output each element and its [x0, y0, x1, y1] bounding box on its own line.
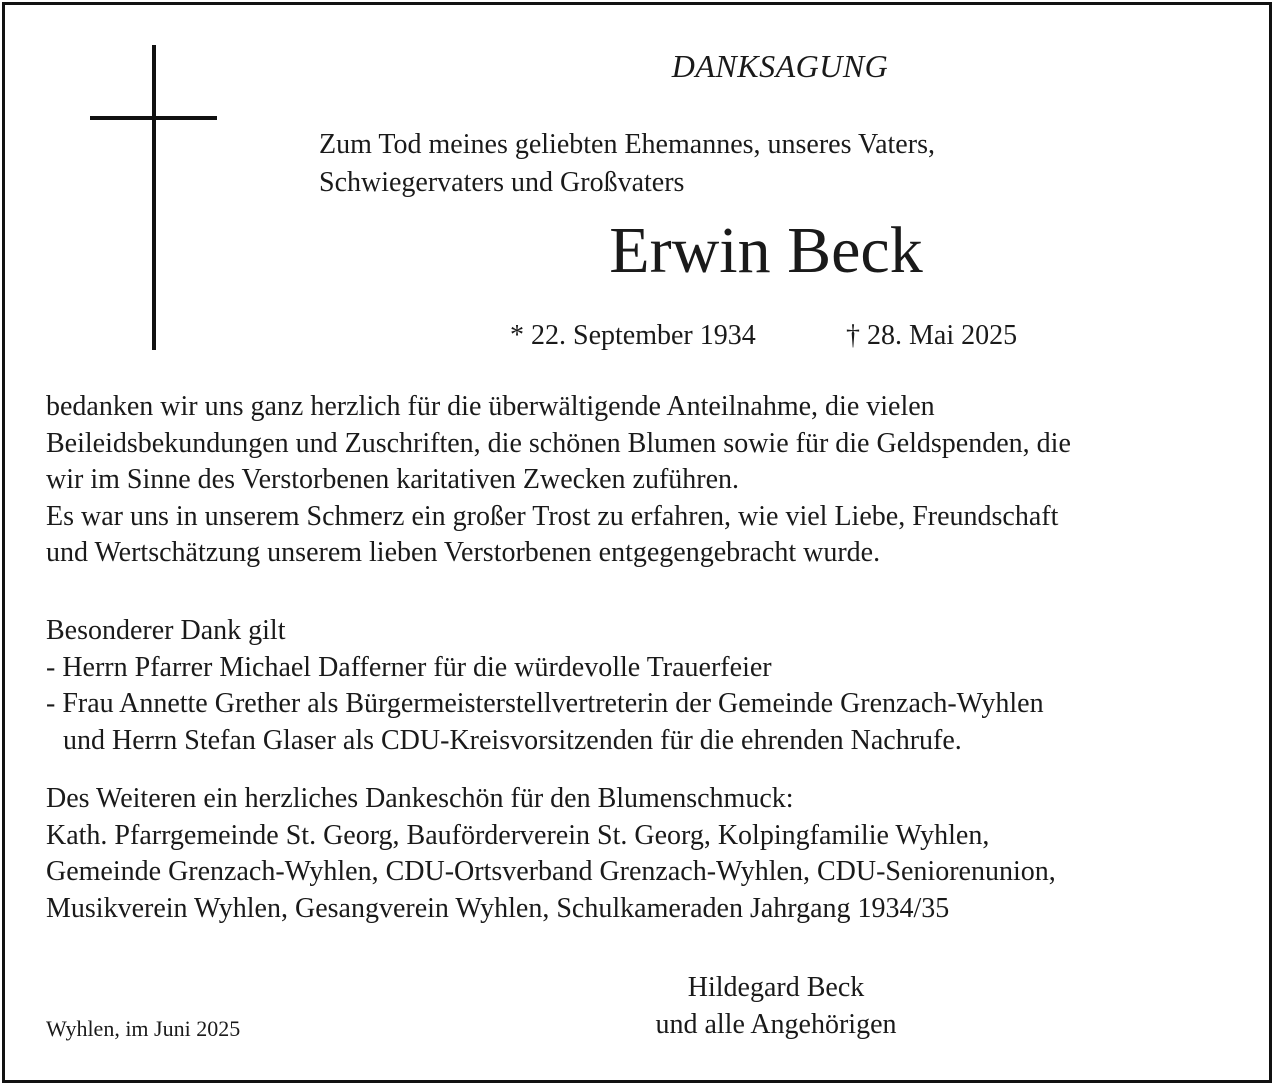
cross-horizontal-bar: [90, 116, 217, 120]
further-thanks-line: Kath. Pfarrgemeinde St. Georg, Bauförderverein St. Georg, Kolpingfamilie Wyhlen,: [46, 819, 990, 851]
body-line: wir im Sinne des Verstorbenen karitativen Zwecken zuführen.: [46, 464, 740, 496]
special-thanks: [46, 613, 1246, 759]
notice-heading: DANKSAGUNG: [671, 48, 889, 84]
death-date: † 28. Mai 2025: [846, 320, 1018, 351]
further-thanks-line: Des Weiteren ein herzliches Dankeschön für den Blumenschmuck:: [46, 783, 794, 814]
intro-line: Schwiegervaters und Großvaters: [319, 167, 685, 198]
further-thanks-line: Gemeinde Grenzach-Wyhlen, CDU-Ortsverband Grenzach-Wyhlen, CDU-Seniorenunion,: [46, 856, 1056, 888]
deceased-name: Erwin Beck: [609, 214, 923, 287]
signers: [580, 969, 972, 1043]
cross-vertical-bar: [152, 45, 156, 350]
intro-line: Zum Tod meines geliebten Ehemannes, unseres Vaters,: [319, 129, 935, 160]
signer-line: Hildegard Beck: [687, 972, 865, 1003]
place-and-date: Wyhlen, im Juni 2025: [46, 1016, 241, 1041]
special-thanks-item: - Herrn Pfarrer Michael Dafferner für die würdevolle Trauerfeier: [46, 651, 772, 683]
special-thanks-item: - Frau Annette Grether als Bürgermeisterstellvertreterin der Gemeinde Grenzach-Wyhlen: [46, 688, 1044, 720]
further-thanks-line: Musikverein Wyhlen, Gesangverein Wyhlen, Schulkameraden Jahrgang 1934/35: [46, 892, 950, 924]
body-line: bedanken wir uns ganz herzlich für die überwältigende Anteilnahme, die vielen: [46, 391, 935, 422]
birth-date: * 22. September 1934: [510, 320, 756, 351]
special-thanks-intro: Besonderer Dank gilt: [46, 615, 286, 646]
intro-text: [319, 126, 1219, 202]
special-thanks-continuation: und Herrn Stefan Glaser als CDU-Kreisvorsitzenden für die ehrenden Nachrufe.: [63, 724, 962, 756]
signer-line: und alle Angehörigen: [655, 1009, 897, 1040]
body-line: und Wertschätzung unserem lieben Verstorbenen entgegengebracht wurde.: [46, 537, 881, 569]
further-thanks: [46, 781, 1246, 927]
body-line: Beileidsbekundungen und Zuschriften, die schönen Blumen sowie für die Geldspenden, die: [46, 427, 1071, 459]
body-line: Es war uns in unserem Schmerz ein großer Trost zu erfahren, wie viel Liebe, Freundschaft: [46, 500, 1059, 532]
thanks-body: [46, 389, 1246, 572]
